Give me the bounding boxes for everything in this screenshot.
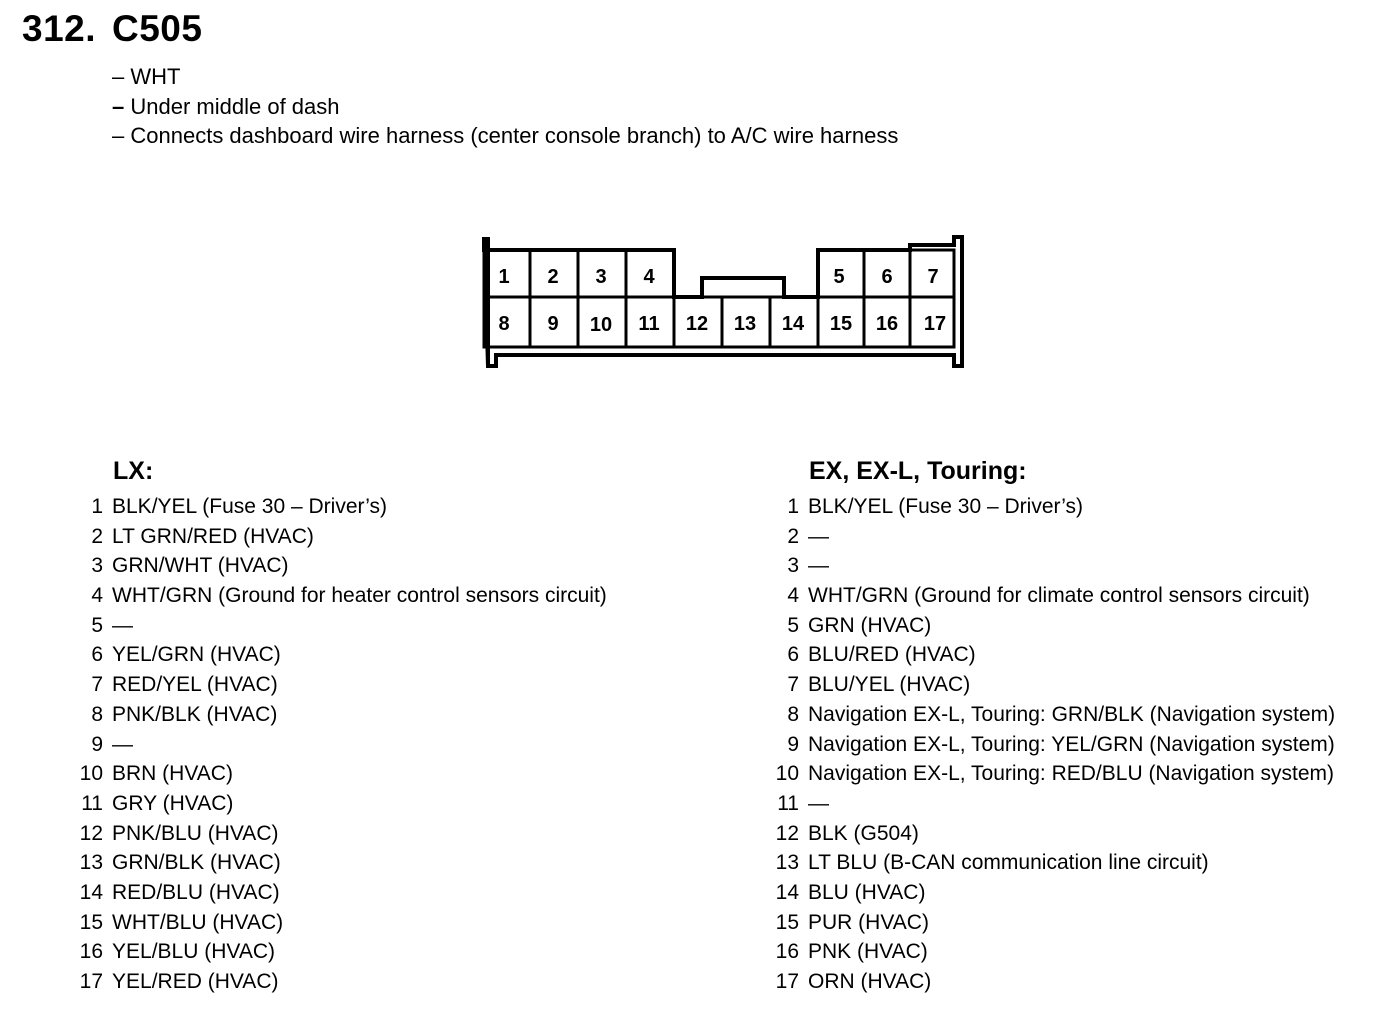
- lx-pin-row: 1 BLK/YEL (Fuse 30 – Driver’s): [91, 495, 388, 518]
- pin-label-9: 9: [547, 313, 559, 335]
- lx-pin-row: 8 PNK/BLK (HVAC): [91, 702, 278, 726]
- ex-pin-row: 17 ORN (HVAC): [775, 970, 932, 993]
- lx-pin-row: 16 YEL/BLU (HVAC): [79, 940, 275, 964]
- pin-label-17: 17: [923, 313, 947, 335]
- ex-pin-row: 6 BLU/RED (HVAC): [787, 643, 976, 667]
- lx-pin-row: 7 RED/YEL (HVAC): [91, 673, 278, 697]
- lx-pin-row: 14 RED/BLU (HVAC): [79, 880, 280, 904]
- lx-pin-row: 12 PNK/BLU (HVAC): [79, 821, 279, 845]
- pin-label-13: 13: [733, 313, 757, 335]
- lx-pin-row: 6 YEL/GRN (HVAC): [91, 643, 281, 667]
- pin-label-1: 1: [498, 266, 510, 288]
- lx-pin-row: 2 LT GRN/RED (HVAC): [91, 524, 314, 548]
- lx-pin-row: 15 WHT/BLU (HVAC): [79, 910, 284, 934]
- lx-pin-row: 5 —: [91, 613, 133, 637]
- ex-pin-row: 11 —: [777, 791, 829, 815]
- ex-pin-row: 10 Navigation EX-L, Touring: RED/BLU (Navigation system): [775, 762, 1334, 786]
- ex-pin-row: 16 PNK (HVAC): [775, 940, 928, 964]
- pin-label-12: 12: [685, 313, 709, 335]
- pin-label-5: 5: [833, 266, 845, 288]
- section-number: 312.: [22, 8, 97, 49]
- pin-label-7: 7: [927, 266, 939, 288]
- ex-pin-row: 8 Navigation EX-L, Touring: GRN/BLK (Navigation system): [787, 702, 1336, 726]
- ex-pinout: [770, 454, 1335, 997]
- pin-label-8: 8: [498, 313, 510, 335]
- ex-title: EX, EX-L, Touring:: [809, 457, 1027, 485]
- ex-pin-row: 2 —: [787, 524, 829, 548]
- pin-label-6: 6: [881, 266, 893, 288]
- ex-pin-row: 5 GRN (HVAC): [787, 613, 932, 637]
- ex-pin-row: 3 —: [787, 554, 829, 578]
- pin-label-11: 11: [638, 313, 660, 335]
- lx-pin-row: 4 WHT/GRN (Ground for heater control sensors circuit): [91, 584, 607, 608]
- ex-pin-row: 9 Navigation EX-L, Touring: YEL/GRN (Navigation system): [787, 732, 1335, 756]
- ex-pin-row: 15 PUR (HVAC): [775, 910, 929, 934]
- pin-label-15: 15: [829, 313, 853, 335]
- lx-title: LX:: [113, 457, 154, 485]
- lx-pin-row: 11 GRY (HVAC): [81, 791, 234, 815]
- lx-pin-row: 17 YEL/RED (HVAC): [79, 970, 279, 993]
- pin-label-14: 14: [781, 313, 805, 335]
- lx-pin-row: 9 —: [91, 732, 133, 756]
- pin-label-2: 2: [547, 266, 559, 288]
- note-color: – WHT: [112, 64, 181, 89]
- lx-pinout: [74, 454, 607, 997]
- ex-pin-row: 13 LT BLU (B-CAN communication line circuit): [775, 851, 1209, 875]
- pin-label-10: 10: [589, 314, 613, 336]
- ex-pin-row: 12 BLK (G504): [775, 821, 919, 845]
- pin-label-16: 16: [875, 313, 899, 335]
- ex-pin-row: 7 BLU/YEL (HVAC): [787, 673, 971, 697]
- connector-id: C505: [112, 8, 203, 49]
- pin-label-4: 4: [643, 266, 655, 288]
- lx-pin-row: 3 GRN/WHT (HVAC): [91, 554, 289, 578]
- note-location: – Under middle of dash: [112, 93, 340, 119]
- lx-pin-row: 10 BRN (HVAC): [79, 762, 233, 786]
- note-connection: – Connects dashboard wire harness (center console branch) to A/C wire harness: [112, 123, 899, 148]
- ex-pin-row: 1 BLK/YEL (Fuse 30 – Driver’s): [787, 495, 1084, 518]
- ex-pin-row: 4 WHT/GRN (Ground for climate control sensors circuit): [787, 584, 1310, 608]
- pin-label-3: 3: [595, 266, 607, 288]
- ex-pin-row: 14 BLU (HVAC): [775, 880, 926, 904]
- lx-pin-row: 13 GRN/BLK (HVAC): [79, 851, 281, 875]
